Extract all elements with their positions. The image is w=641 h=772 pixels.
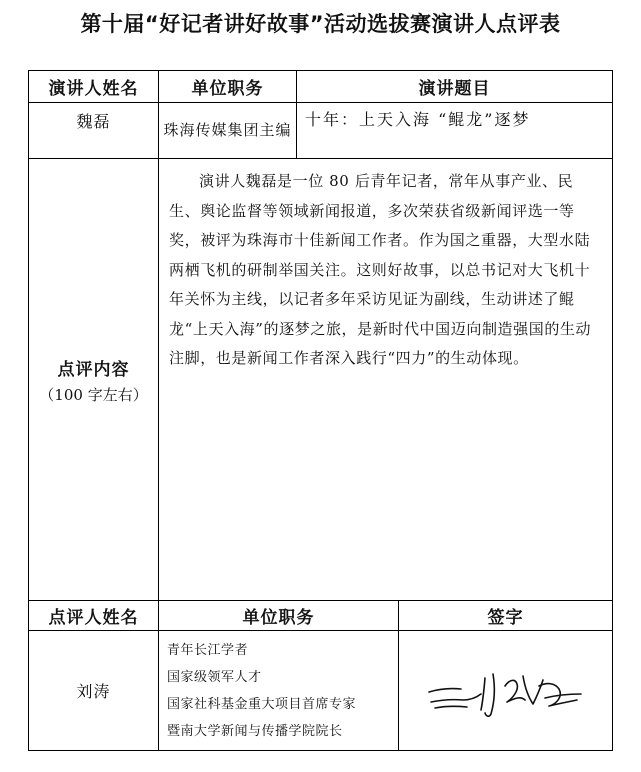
reviewer-title-item: 暨南大学新闻与传播学院院长	[167, 723, 343, 739]
comment-label-cell	[29, 159, 159, 601]
reviewer-title-item: 青年长江学者	[167, 642, 249, 658]
reviewer-titles	[159, 631, 399, 751]
comment-label: 点评内容	[57, 359, 130, 380]
review-form-table	[28, 70, 613, 751]
speech-topic: 十年：上天入海 “鲲龙”逐梦	[297, 103, 613, 159]
handwritten-signature	[421, 656, 591, 726]
comment-text: 演讲人魏磊是一位 80 后青年记者，常年从事产业、民生、舆论监督等领域新闻报道，多次荣获省级新闻评选一等奖，被评为珠海市十佳新闻工作者。作为国之重器，大型水陆两栖飞机的研制举国关注。这则好故事，以总书记对大飞机十年关怀为主线，以记者多年采访见证为副线，生动讲述了鲲龙“上天入海”的逐梦之旅，是新时代中国迈向制造强国的生动注脚，也是新闻工作者深入践行“四力”的生动体现。	[159, 159, 613, 601]
reviewer-name-header: 点评人姓名	[29, 601, 159, 631]
form-title: 第十届“好记者讲好故事”活动选拔赛演讲人点评表	[80, 12, 561, 36]
signature-header: 签字	[399, 601, 613, 631]
speech-topic-header: 演讲题目	[297, 71, 613, 103]
speaker-unit: 珠海传媒集团主编	[159, 103, 297, 159]
unit-position-header: 单位职务	[159, 71, 297, 103]
comment-sublabel: （100 字左右）	[39, 385, 148, 404]
reviewer-title-item: 国家社科基金重大项目首席专家	[167, 696, 357, 712]
speaker-name: 魏磊	[29, 103, 159, 159]
reviewer-name: 刘涛	[29, 631, 159, 751]
reviewer-title-item: 国家级领军人才	[167, 669, 262, 685]
reviewer-unit-header: 单位职务	[159, 601, 399, 631]
signature-cell	[399, 631, 613, 751]
speaker-name-header: 演讲人姓名	[29, 71, 159, 103]
